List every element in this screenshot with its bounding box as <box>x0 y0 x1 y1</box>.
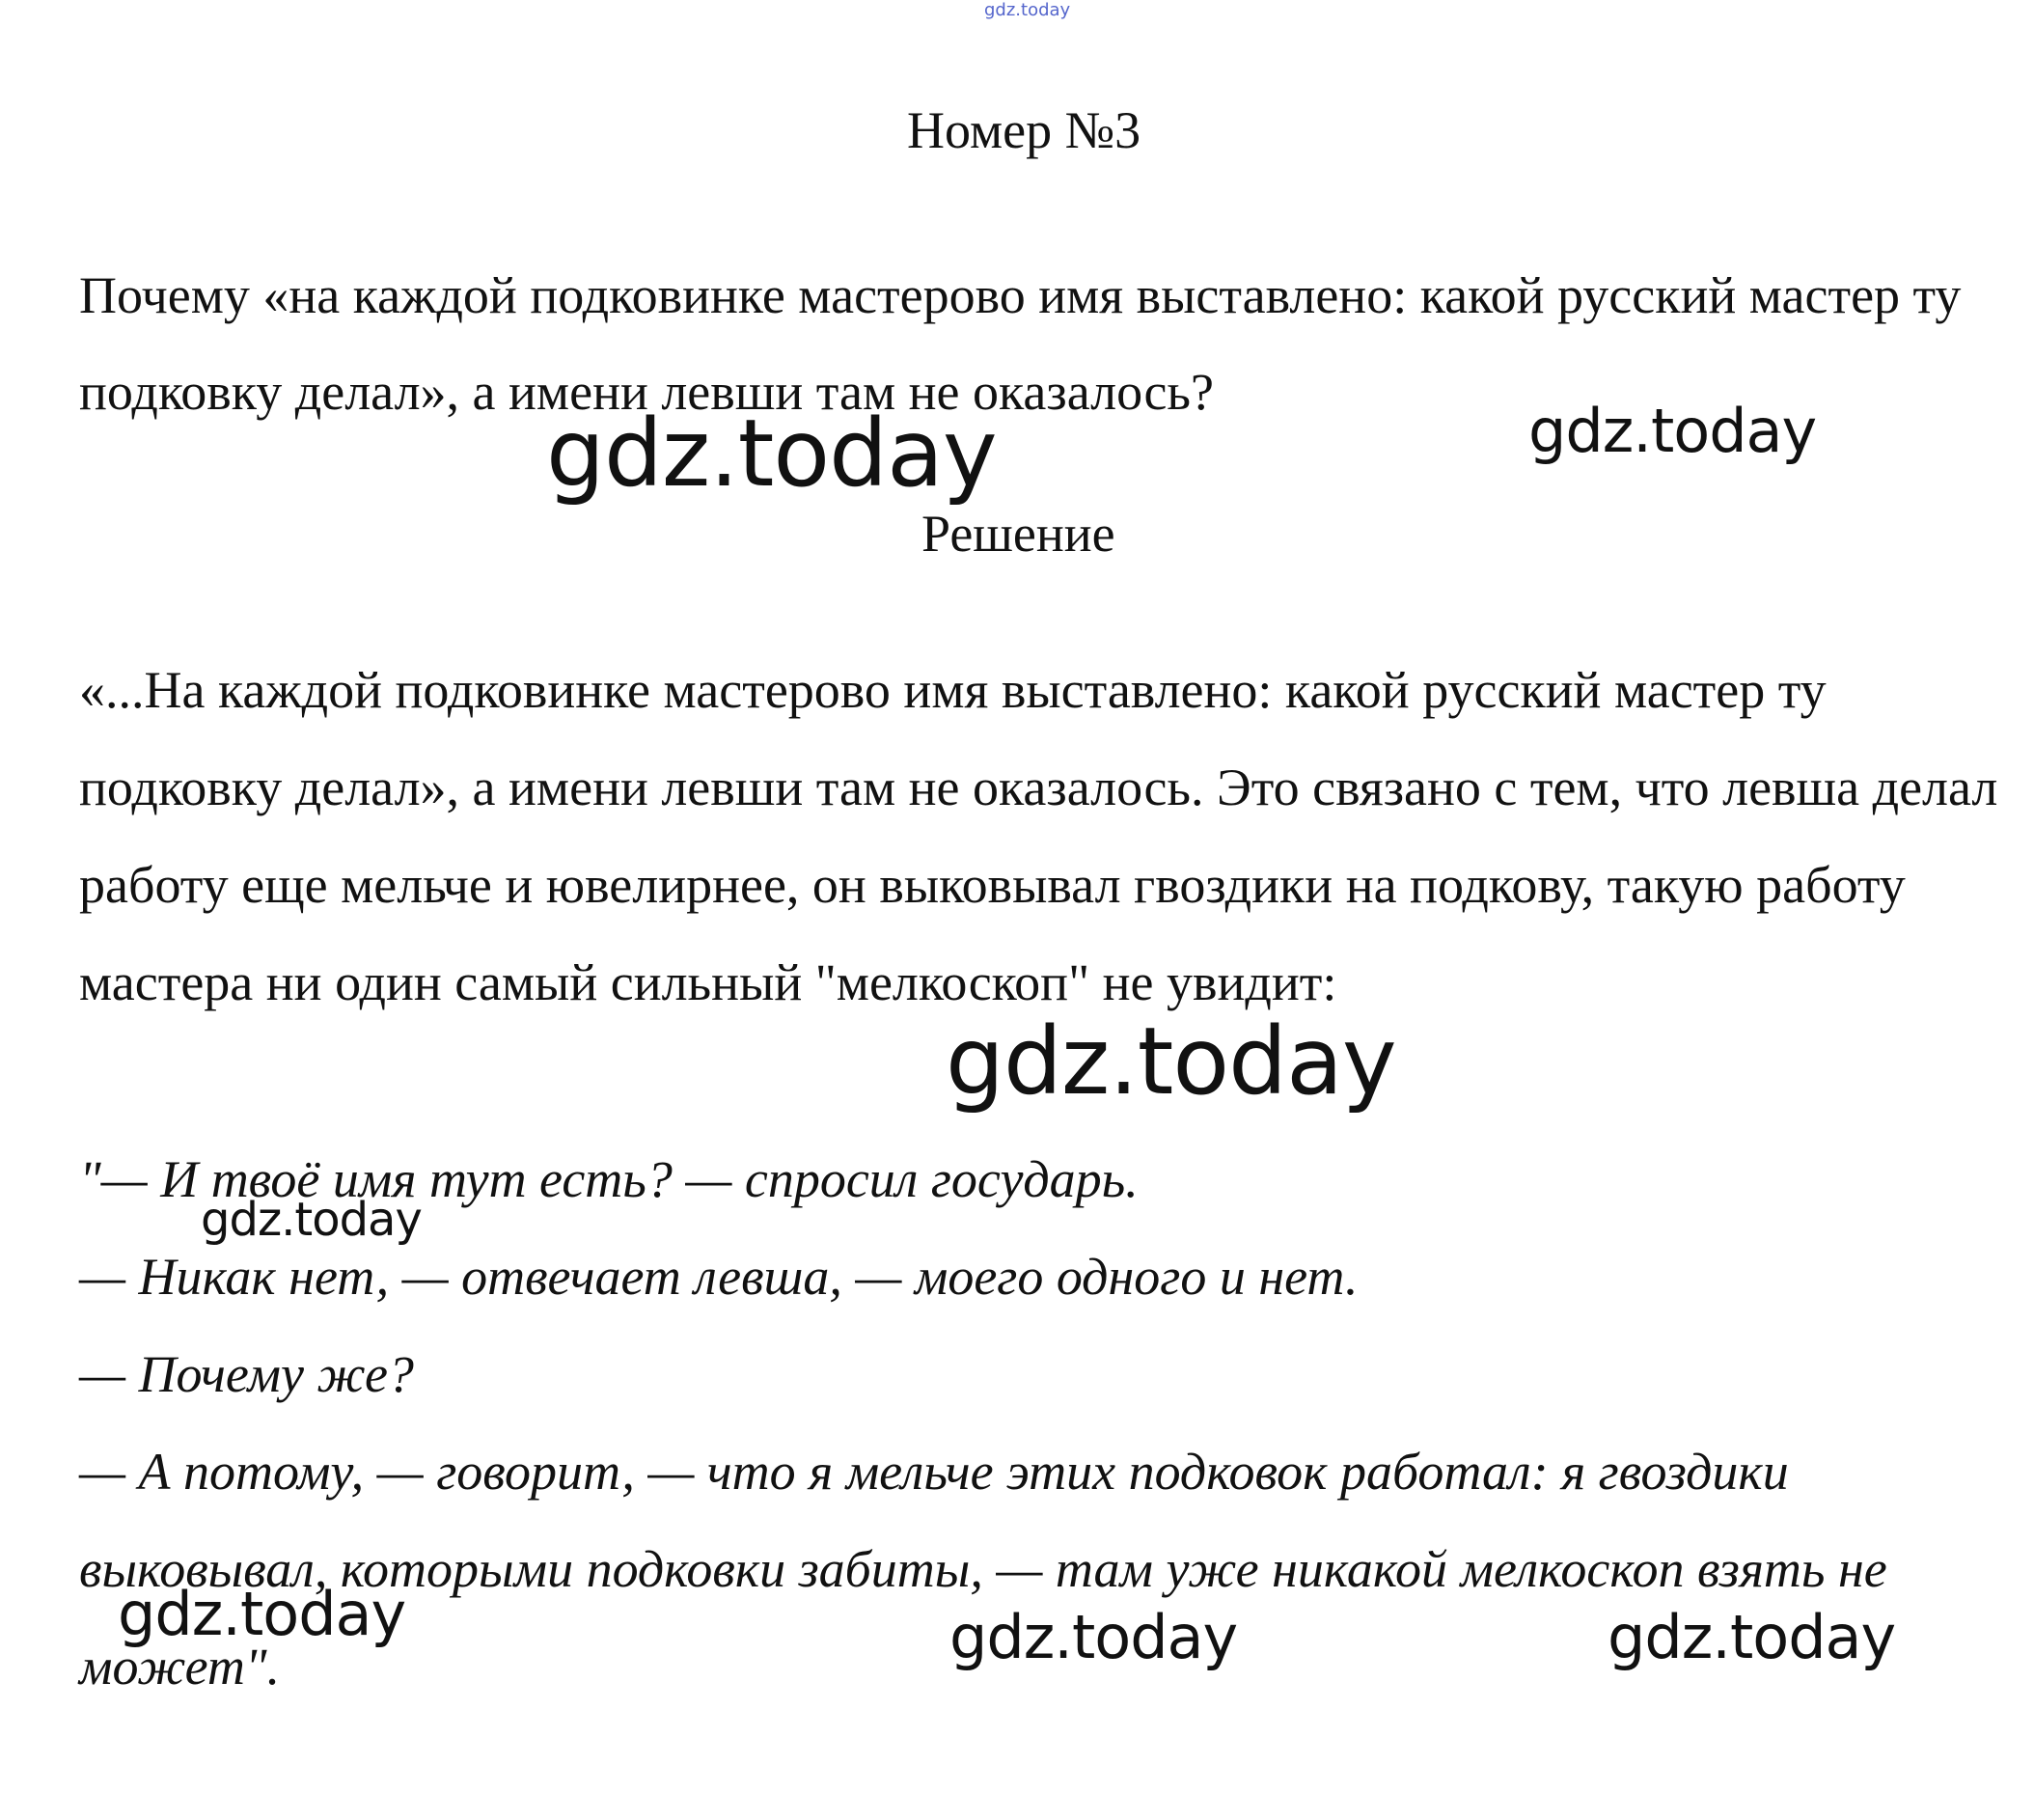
watermark: gdz.today <box>201 1193 422 1247</box>
watermark: gdz.today <box>949 1602 1238 1672</box>
question-text: Почему «на каждой подковинке мастерово имя выставлено: какой русский мастер ту подковку делал», а имени левши там не оказалось? <box>79 266 1962 421</box>
watermark: gdz.today <box>946 1007 1396 1116</box>
solution-heading: Решение <box>921 505 1115 563</box>
watermark: gdz.today <box>118 1579 406 1649</box>
watermark: gdz.today <box>1608 1602 1896 1672</box>
quote-line: — Никак нет, — отвечает левша, — моего одного и нет. <box>79 1248 1359 1306</box>
site-watermark-top: gdz.today <box>984 0 1071 20</box>
quote-line: — А потому, — говорит, — что я мельче этих подковок работал: я гвоздики выковывал, которыми подковки забиты, — там уже никакой мелкоскоп взять не может". <box>79 1443 1887 1696</box>
answer-text: «...На каждой подковинке мастерово имя выставлено: какой русский мастер ту подковку делал», а имени левши там не оказалось. Это связано с тем, что левша делал работу еще мельче и ювелирнее, он выковывал гвоздики на подкову, такую работу мастера ни один самый сильный "мелкоскоп" не увидит: <box>79 661 1998 1011</box>
watermark: gdz.today <box>1528 396 1817 466</box>
quote-line: "— И твоё имя тут есть? — спросил государь. <box>79 1150 1139 1208</box>
watermark: gdz.today <box>546 400 997 508</box>
page-title: Номер №3 <box>907 101 1141 159</box>
quote-line: — Почему же? <box>79 1345 414 1403</box>
